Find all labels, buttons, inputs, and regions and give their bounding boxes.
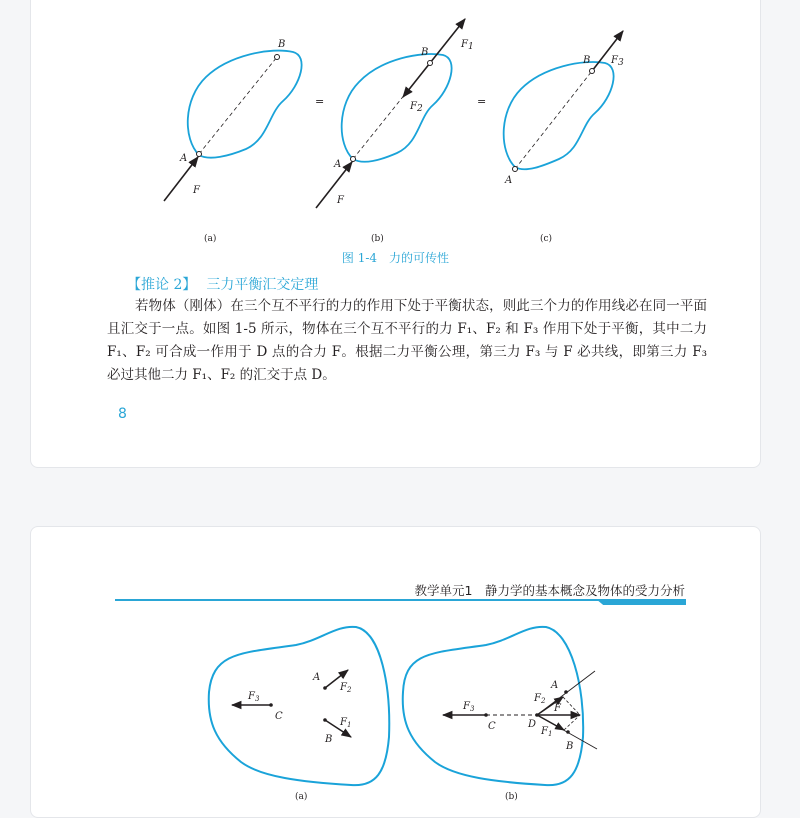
sublabel-b: (b) (505, 792, 518, 802)
figure-1-4-panel-c (504, 31, 624, 244)
rigid-body-outline (188, 51, 302, 158)
label-a: A (551, 680, 559, 691)
parallelogram-edge (563, 697, 580, 715)
force-f2-arrow (403, 63, 430, 97)
label-c: C (488, 721, 496, 732)
line-of-action (199, 57, 277, 154)
equals-sign-2: = (477, 95, 487, 108)
label-a: A (505, 175, 513, 186)
label-c: C (275, 711, 283, 722)
label-f1: $F_1$ (541, 726, 553, 738)
point-b-marker (566, 730, 570, 734)
point-a-marker (197, 152, 202, 157)
sublabel-b: (b) (371, 234, 384, 244)
figure-1-4-panel-b (316, 19, 474, 244)
label-f2: $F_2$ (534, 693, 546, 705)
sublabel-a: (a) (295, 792, 308, 802)
label-f2: $F_2$ (340, 682, 352, 694)
figure-1-5 (31, 527, 760, 817)
label-d: D (528, 719, 537, 730)
sublabel-c: (c) (540, 234, 553, 244)
label-f: F (193, 185, 200, 196)
point-c-marker (269, 703, 273, 707)
point-c-marker (484, 713, 488, 717)
point-b-marker (323, 718, 327, 722)
section-heading-bracket: 【推论 2】 (127, 277, 197, 293)
label-a: A (334, 159, 342, 170)
point-a-marker (513, 167, 518, 172)
label-b: B (421, 47, 429, 58)
point-d-marker (535, 713, 539, 717)
label-b: B (566, 741, 574, 752)
point-b-marker (590, 69, 595, 74)
rigid-body-outline (504, 62, 614, 169)
point-b-marker (428, 61, 433, 66)
label-a: A (180, 153, 188, 164)
label-f1: F1 (461, 39, 474, 52)
sublabel-a: (a) (204, 234, 217, 244)
figure-1-4-panel-a (164, 39, 302, 244)
point-a-marker (323, 686, 327, 690)
body-paragraph (107, 295, 707, 387)
paragraph-text: 若物体（刚体）在三个互不平行的力的作用下处于平衡状态，则此三个力的作用线必在同一平面且汇交于一点。如图 1-5 所示，物体在三个互不平行的力 F₁、F₂ 和 F₃ 作用下处于平衡，其中二力 F₁、F₂ 可合成一作用于 D 点的合力 F。根据二力平衡公理，第三力 F₃ 与 F 必共线，即第三力 F₃ 必过其他二力 F₁、F₂ 的汇交于点 D。 (107, 298, 707, 383)
point-b-marker (275, 55, 280, 60)
label-f3: $F_3$ (248, 691, 260, 703)
equals-sign-1: = (315, 95, 325, 108)
rigid-body-outline (209, 627, 390, 785)
line-of-action (515, 71, 592, 169)
page-top (30, 0, 761, 468)
point-a-marker (351, 157, 356, 162)
label-b: B (583, 55, 591, 66)
label-f: F (337, 195, 344, 206)
section-heading (127, 274, 318, 294)
figure-1-4 (31, 0, 760, 467)
point-a-marker (564, 690, 568, 694)
rigid-body-outline (342, 54, 452, 162)
label-b: B (325, 734, 333, 745)
label-f2: F2 (410, 101, 423, 114)
label-f: F (554, 703, 561, 714)
figure-1-5-panel-a (209, 627, 390, 802)
label-a: A (313, 672, 321, 683)
parallelogram-edge (564, 715, 580, 730)
figure-1-5-panel-b (403, 627, 597, 802)
running-head: 教学单元1 静力学的基本概念及物体的受力分析 (414, 583, 685, 598)
label-f1: $F_1$ (340, 717, 352, 729)
page-number: 8 (118, 406, 127, 422)
label-f3: F3 (611, 55, 624, 68)
figure-caption: 图 1-4 力的可传性 (341, 251, 450, 265)
label-b: B (278, 39, 286, 50)
section-heading-title: 三力平衡汇交定理 (206, 277, 319, 293)
label-f3: $F_3$ (463, 701, 475, 713)
page-bottom (30, 526, 761, 818)
